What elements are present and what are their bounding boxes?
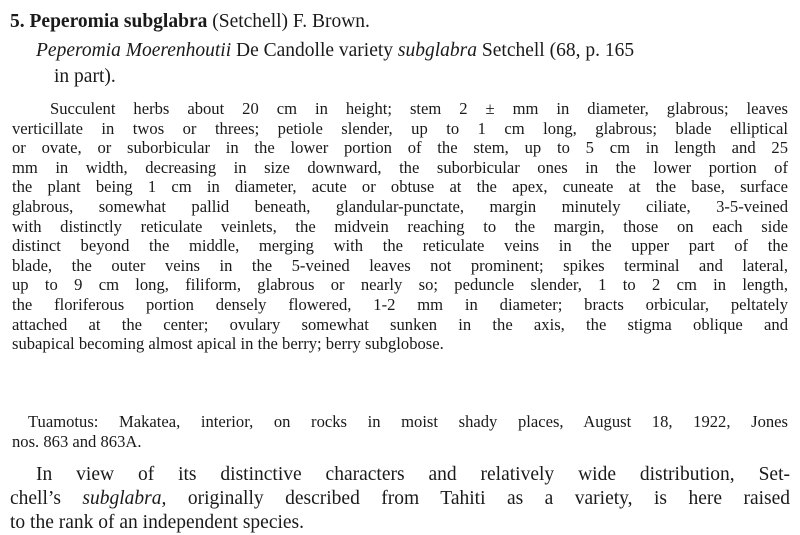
synonym-genus: Peperomia Moerenhoutii (36, 40, 232, 61)
description-line: attached at the center; ovulary somewhat sunken in the axis, the stigma oblique and (12, 314, 788, 334)
description-line: distinct beyond the middle, merging with the reticulate veins in the upper part of the (12, 236, 788, 256)
description-line: mm in width, decreasing in size downward, the suborbicular ones in the lower portion of (12, 157, 788, 177)
species-heading (10, 10, 790, 34)
description-line: the floriferous portion densely flowered, 1-2 mm in diameter; bracts orbicular, peltately (12, 294, 788, 314)
remark-italic-epithet: subglabra, (82, 488, 167, 509)
description-line: up to 9 cm long, filiform, glabrous or nearly so; peduncle slender, 1 to 2 cm in length, (12, 275, 788, 295)
specimen-locality (12, 412, 788, 451)
description-line: Succulent herbs about 20 cm in height; stem 2 ± mm in diameter, glabrous; leaves (50, 99, 788, 118)
remark-pre: chell’s (10, 488, 61, 509)
species-authority: (Setchell) F. Brown. (212, 11, 370, 32)
synonym-citation-ref: Setchell (68, p. 165 (481, 40, 635, 61)
description-line: subapical becoming almost apical in the berry; berry subglobose. (12, 334, 444, 354)
remark-line-3: to the rank of an independent species. (10, 512, 305, 533)
synonym-line-2: in part). (54, 66, 116, 87)
synonym-authority: De Candolle variety (236, 40, 394, 61)
taxonomic-remark (10, 463, 790, 535)
synonym-variety: subglabra (397, 40, 478, 61)
description-line: the plant being 1 cm in diameter, acute or obtuse at the apex, cuneate at the base, surface (12, 177, 788, 197)
synonym-line-1 (10, 38, 790, 64)
description-line: or ovate, or suborbicular in the lower portion of the stem, up to 5 cm in length and 25 (12, 138, 788, 158)
description-line: verticillate in twos or threes; petiole slender, up to 1 cm long, glabrous; blade elliptical (12, 118, 788, 138)
description-line: glabrous, somewhat pallid beneath, glandular-punctate, margin minutely ciliate, 3-5-veined (12, 196, 788, 216)
locality-line: nos. 863 and 863A. (12, 431, 142, 451)
locality-line: Tuamotus: Makatea, interior, on rocks in moist shady places, August 18, 1922, Jones (28, 412, 788, 431)
species-name: Peperomia subglabra (29, 11, 208, 32)
description-line: blade, the outer veins in the 5-veined leaves not prominent; spikes terminal and lateral, (12, 255, 788, 275)
synonym-citation (10, 38, 790, 90)
remark-post: originally described from Tahiti as a variety, is here raised (187, 488, 791, 509)
species-number: 5. (10, 11, 25, 32)
remark-line-2 (10, 487, 790, 511)
species-description (12, 99, 788, 354)
remark-line-1: In view of its distinctive characters and relatively wide distribution, Set- (36, 464, 790, 485)
description-line: with distinctly reticulate veinlets, the midvein reaching to the margin, those on each side (12, 216, 788, 236)
